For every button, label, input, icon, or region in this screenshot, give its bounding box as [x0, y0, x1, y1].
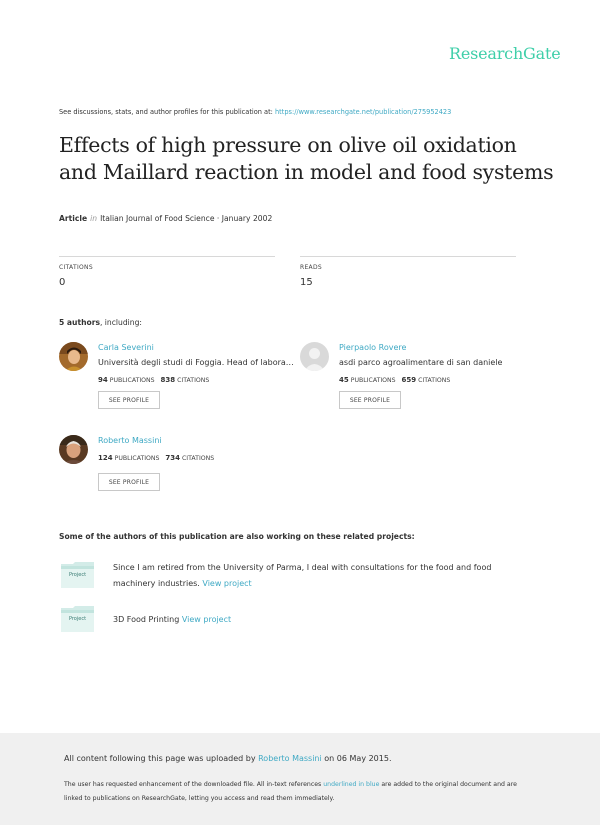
author-publications-label: PUBLICATIONS	[114, 455, 160, 462]
upload-suffix: on 06 May 2015.	[321, 754, 392, 763]
citations-label: CITATIONS	[59, 264, 93, 271]
citations-value: 0	[59, 277, 66, 288]
see-profile-button[interactable]: SEE PROFILE	[98, 391, 160, 409]
project-text: Since I am retired from the University of Parma, I deal with consultations for the food and food machinery industries.	[113, 563, 492, 588]
author-name-link[interactable]: Pierpaolo Rovere	[339, 343, 407, 352]
upload-info	[64, 754, 392, 763]
authors-including: , including:	[99, 318, 142, 327]
view-project-link[interactable]: View project	[181, 615, 232, 624]
authors-count: 5 authors	[59, 318, 100, 327]
author-photo-icon	[59, 342, 88, 371]
project-folder-label: Project	[68, 616, 87, 622]
default-avatar-icon	[300, 342, 329, 371]
footer	[0, 733, 600, 825]
author-affiliation: asdi parco agroalimentare di san daniele	[339, 358, 503, 367]
author-citations-label: CITATIONS	[181, 455, 215, 462]
author-publications-count: 45	[339, 376, 349, 384]
author-stats	[339, 376, 450, 384]
author-name-link[interactable]: Carla Severini	[98, 343, 154, 352]
author-publications-count: 94	[98, 376, 108, 384]
note-prefix: The user has requested enhancement of the downloaded file. All in-text references	[64, 781, 324, 788]
project-description	[113, 612, 513, 628]
project-folder-icon[interactable]	[61, 562, 94, 588]
author-affiliation: Università degli studi di Foggia. Head of labora…	[98, 358, 294, 367]
underlined-in-blue-link[interactable]: underlined in blue	[323, 781, 380, 788]
enhancement-note	[64, 778, 534, 806]
author-avatar[interactable]	[300, 342, 329, 371]
article-meta	[59, 214, 272, 223]
author-stats	[98, 376, 209, 384]
author-citations-count: 734	[165, 454, 181, 462]
authors-heading	[59, 318, 142, 327]
author-avatar[interactable]	[59, 435, 88, 464]
project-folder-label: Project	[68, 572, 87, 578]
author-publications-count: 124	[98, 454, 113, 462]
author-citations-count: 838	[160, 376, 176, 384]
see-profile-button[interactable]: SEE PROFILE	[339, 391, 401, 409]
author-publications-label: PUBLICATIONS	[109, 377, 155, 384]
in-label: in	[90, 214, 98, 223]
author-stats	[98, 454, 214, 462]
author-name-link[interactable]: Roberto Massini	[98, 436, 162, 445]
view-project-link[interactable]: View project	[202, 579, 252, 588]
project-text: 3D Food Printing	[113, 615, 180, 624]
reads-label: READS	[300, 264, 322, 271]
author-publications-label: PUBLICATIONS	[350, 377, 396, 384]
see-profile-button[interactable]: SEE PROFILE	[98, 473, 160, 491]
project-description	[113, 560, 513, 592]
note-suffix: are added to the original document and are linked to publications on ResearchGate, letting you access and read them immediately.	[64, 781, 517, 802]
reads-divider	[300, 256, 516, 257]
author-citations-count: 659	[401, 376, 417, 384]
author-photo-icon	[59, 435, 88, 464]
upload-prefix: All content following this page was uploaded by	[64, 754, 259, 763]
article-title: Effects of high pressure on olive oil oxidation and Maillard reaction in model and food systems	[59, 133, 554, 184]
publication-url-link[interactable]: https://www.researchgate.net/publication/275952423	[275, 108, 452, 116]
author-citations-label: CITATIONS	[418, 377, 451, 384]
citations-divider	[59, 256, 275, 257]
reads-value: 15	[300, 277, 313, 288]
see-discussions-text: See discussions, stats, and author profiles for this publication at:	[59, 108, 275, 116]
uploader-link[interactable]: Roberto Massini	[258, 754, 322, 763]
article-type: Article	[59, 214, 88, 223]
author-avatar[interactable]	[59, 342, 88, 371]
project-folder-icon[interactable]	[61, 606, 94, 632]
related-projects-heading: Some of the authors of this publication are also working on these related projects:	[59, 532, 415, 541]
see-discussions-line	[59, 108, 451, 116]
researchgate-logo[interactable]: ResearchGate	[449, 44, 561, 63]
author-citations-label: CITATIONS	[177, 377, 210, 384]
journal-info[interactable]: Italian Journal of Food Science · January 2002	[100, 214, 273, 223]
